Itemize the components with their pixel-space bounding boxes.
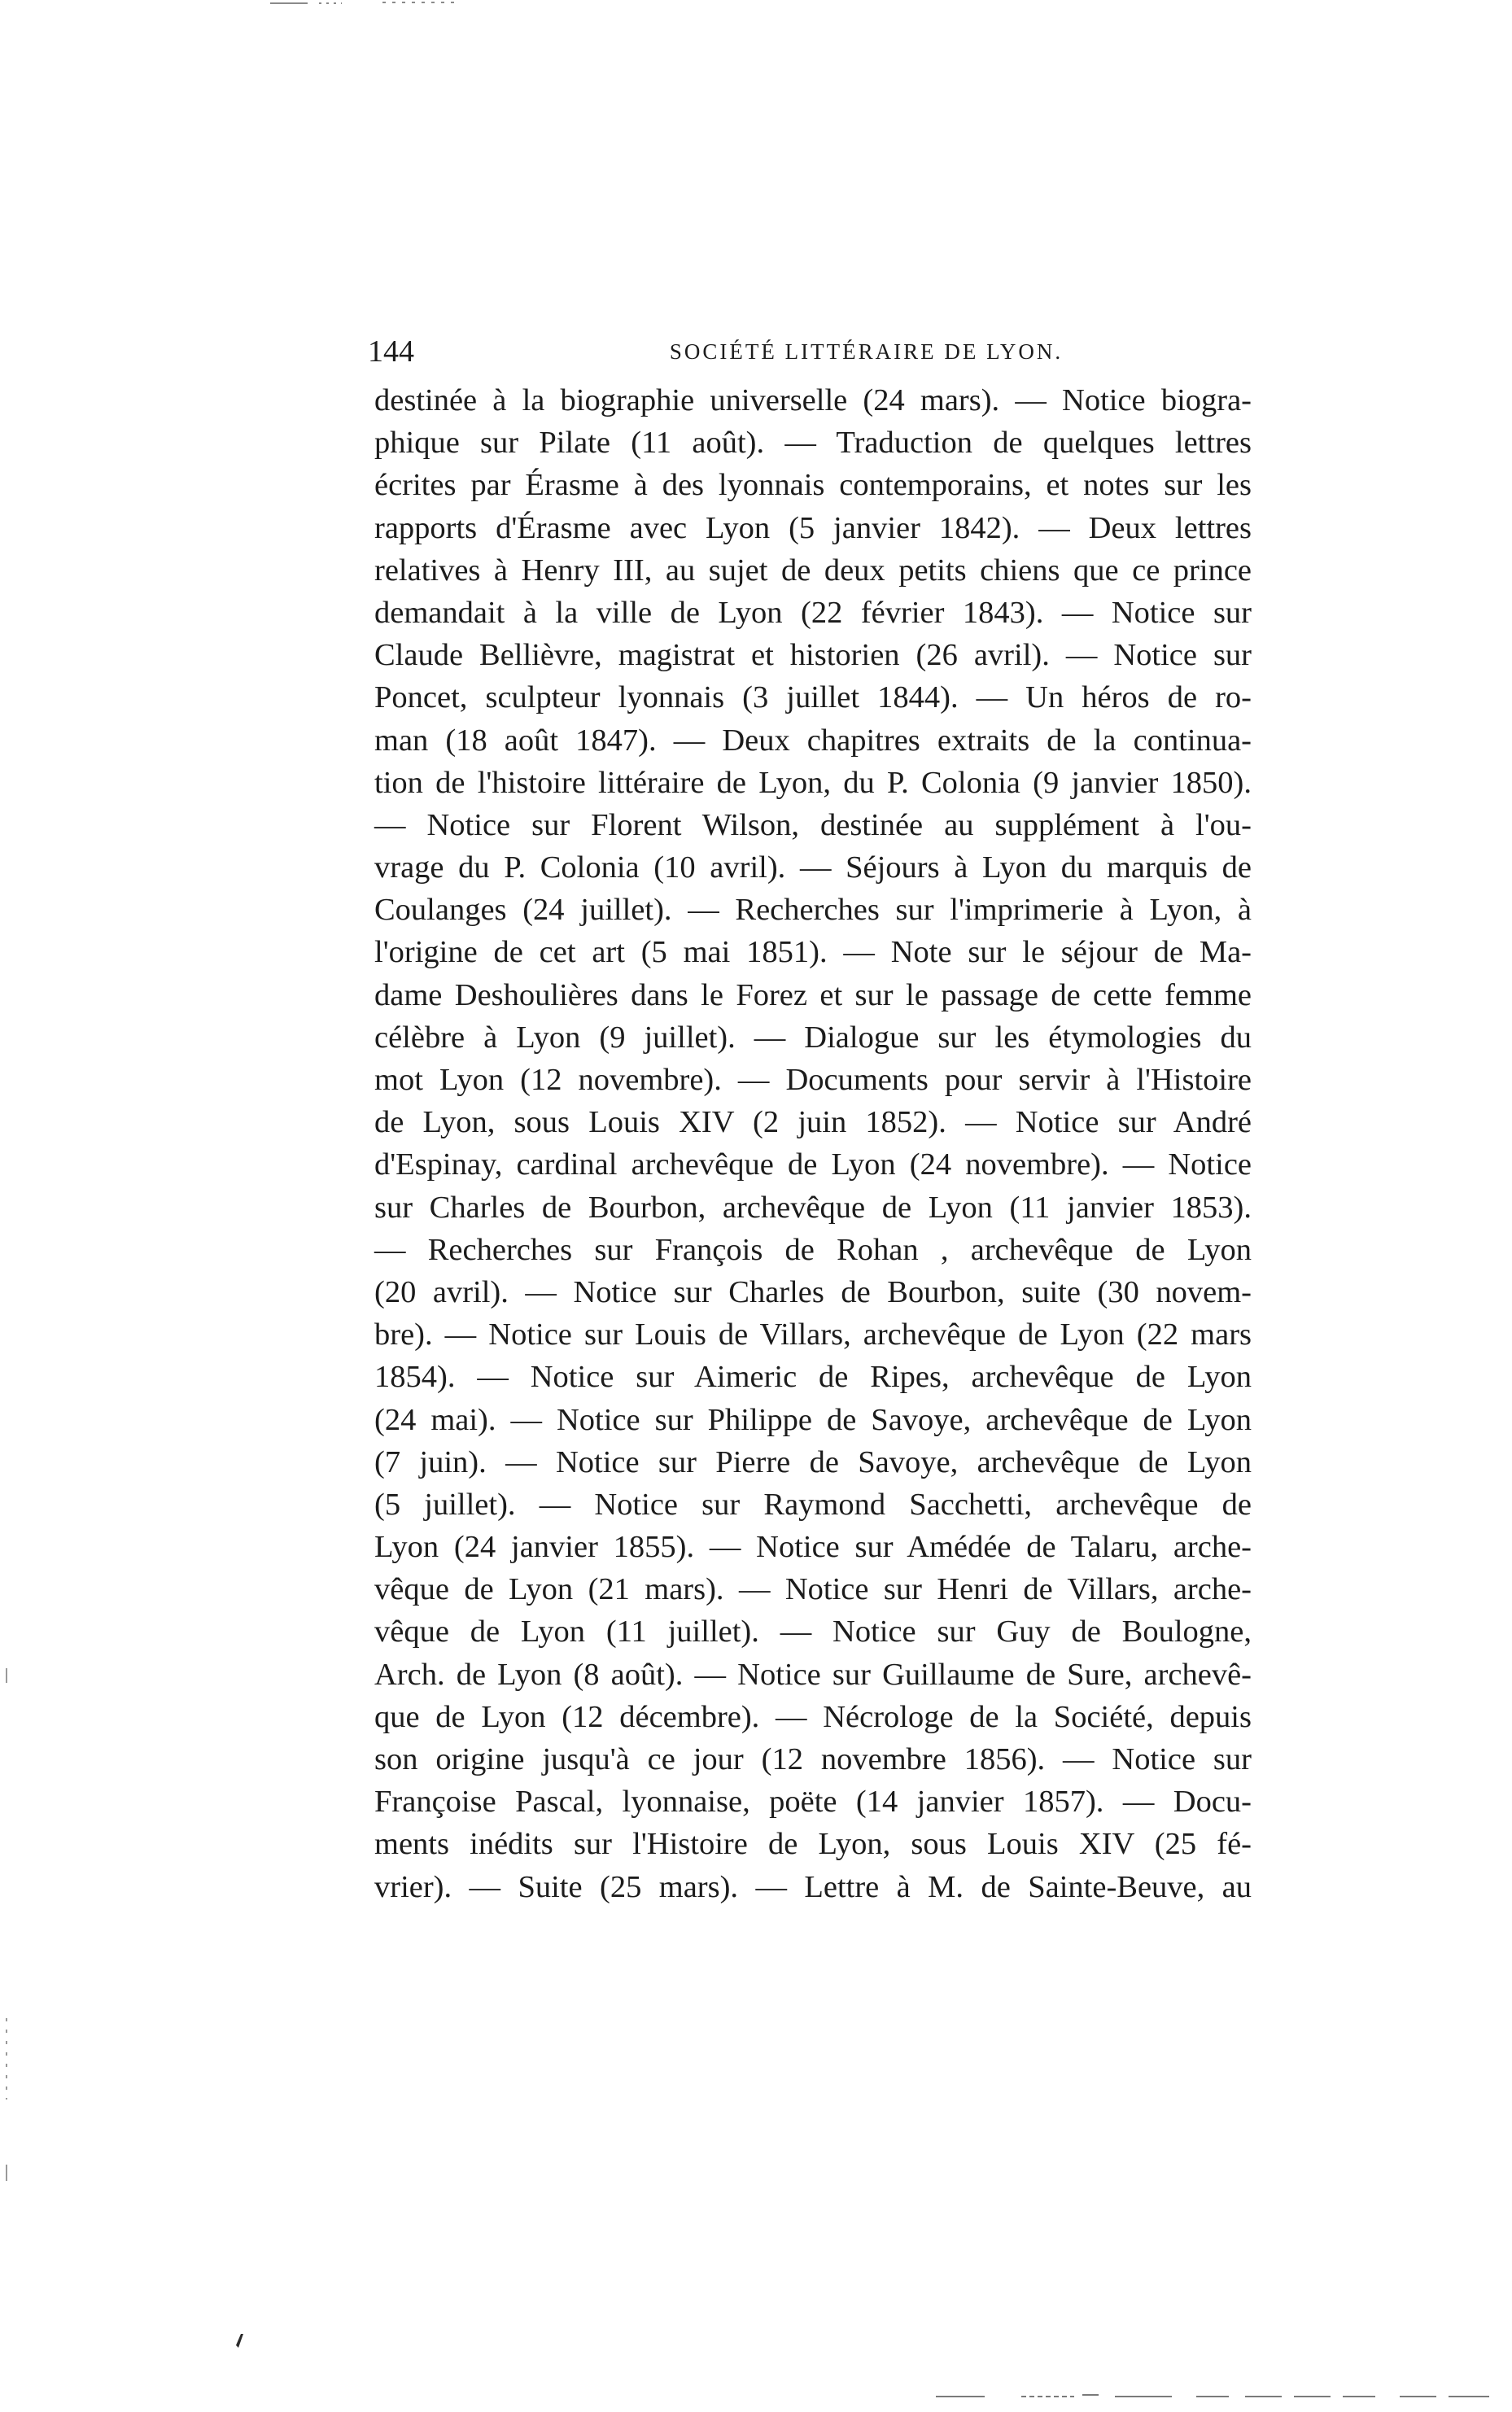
body-line: — Notice sur Florent Wilson, destinée au supplément à l'ou- (374, 807, 1252, 842)
body-line: vêque de Lyon (11 juillet). — Notice sur Guy de Boulogne, (374, 1615, 1252, 1650)
body-line: rapports d'Érasme avec Lyon (5 janvier 1842). — Deux lettres (374, 510, 1252, 545)
body-line: son origine jusqu'à ce jour (12 novembre 1856). — Notice sur (374, 1742, 1252, 1776)
body-line: sur Charles de Bourbon, archevêque de Lyon (11 janvier 1853). (374, 1190, 1252, 1225)
body-line: l'origine de cet art (5 mai 1851). — Note sur le séjour de Ma- (374, 935, 1252, 970)
stray-ink-mark (236, 2334, 243, 2348)
body-line: Coulanges (24 juillet). — Recherches sur l'imprimerie à Lyon, à (374, 893, 1252, 928)
body-line: phique sur Pilate (11 août). — Traduction de quelques lettres (374, 426, 1252, 461)
body-line: tion de l'histoire littéraire de Lyon, du P. Colonia (9 janvier 1850). (374, 765, 1252, 800)
body-line: ments inédits sur l'Histoire de Lyon, sous Louis XIV (25 fé- (374, 1827, 1252, 1862)
body-line: bre). — Notice sur Louis de Villars, archevêque de Lyon (22 mars (374, 1317, 1252, 1352)
top-edge-marks (270, 2, 456, 3)
body-text (374, 379, 1252, 1908)
body-line: (24 mai). — Notice sur Philippe de Savoye, archevêque de Lyon (374, 1402, 1252, 1437)
body-line: célèbre à Lyon (9 juillet). — Dialogue sur les étymologies du (374, 1020, 1252, 1055)
body-line: vêque de Lyon (21 mars). — Notice sur Henri de Villars, arche- (374, 1572, 1252, 1607)
body-line: Françoise Pascal, lyonnaise, poëte (14 janvier 1857). — Docu- (374, 1785, 1252, 1820)
body-line: de Lyon, sous Louis XIV (2 juin 1852). — Notice sur André (374, 1105, 1252, 1140)
page-number: 144 (368, 334, 414, 369)
body-line: mot Lyon (12 novembre). — Documents pour servir à l'Histoire (374, 1063, 1252, 1097)
body-line: écrites par Érasme à des lyonnais contemporains, et notes sur les (374, 468, 1252, 503)
body-line: Poncet, sculpteur lyonnais (3 juillet 1844). — Un héros de ro- (374, 680, 1252, 715)
body-line: Lyon (24 janvier 1855). — Notice sur Amédée de Talaru, arche- (374, 1530, 1252, 1565)
body-line: relatives à Henry III, au sujet de deux petits chiens que ce prince (374, 553, 1252, 588)
body-line: Arch. de Lyon (8 août). — Notice sur Guillaume de Sure, archevê- (374, 1657, 1252, 1692)
body-line: destinée à la biographie universelle (24 mars). — Notice biogra- (374, 383, 1252, 417)
body-line: (20 avril). — Notice sur Charles de Bourbon, suite (30 novem- (374, 1274, 1252, 1309)
body-line: 1854). — Notice sur Aimeric de Ripes, archevêque de Lyon (374, 1360, 1252, 1395)
body-line: (7 juin). — Notice sur Pierre de Savoye, archevêque de Lyon (374, 1444, 1252, 1479)
body-line: man (18 août 1847). — Deux chapitres extraits de la continua- (374, 723, 1252, 758)
body-line: vrage du P. Colonia (10 avril). — Séjours à Lyon du marquis de (374, 850, 1252, 885)
body-line: dame Deshoulières dans le Forez et sur le passage de cette femme (374, 977, 1252, 1012)
body-line: d'Espinay, cardinal archevêque de Lyon (24 novembre). — Notice (374, 1147, 1252, 1182)
body-line: (5 juillet). — Notice sur Raymond Sacchetti, archevêque de (374, 1487, 1252, 1522)
bottom-edge-marks (936, 2395, 1489, 2397)
running-title: SOCIÉTÉ LITTÉRAIRE DE LYON. (669, 339, 1064, 364)
body-line: — Recherches sur François de Rohan , archevêque de Lyon (374, 1232, 1252, 1267)
body-line: vrier). — Suite (25 mars). — Lettre à M. de Sainte-Beuve, au (374, 1869, 1252, 1904)
page-header (368, 327, 1267, 376)
body-line: Claude Bellièvre, magistrat et historien (26 avril). — Notice sur (374, 638, 1252, 673)
body-line: que de Lyon (12 décembre). — Nécrologe de la Société, depuis (374, 1699, 1252, 1734)
body-line: demandait à la ville de Lyon (22 février 1843). — Notice sur (374, 595, 1252, 630)
